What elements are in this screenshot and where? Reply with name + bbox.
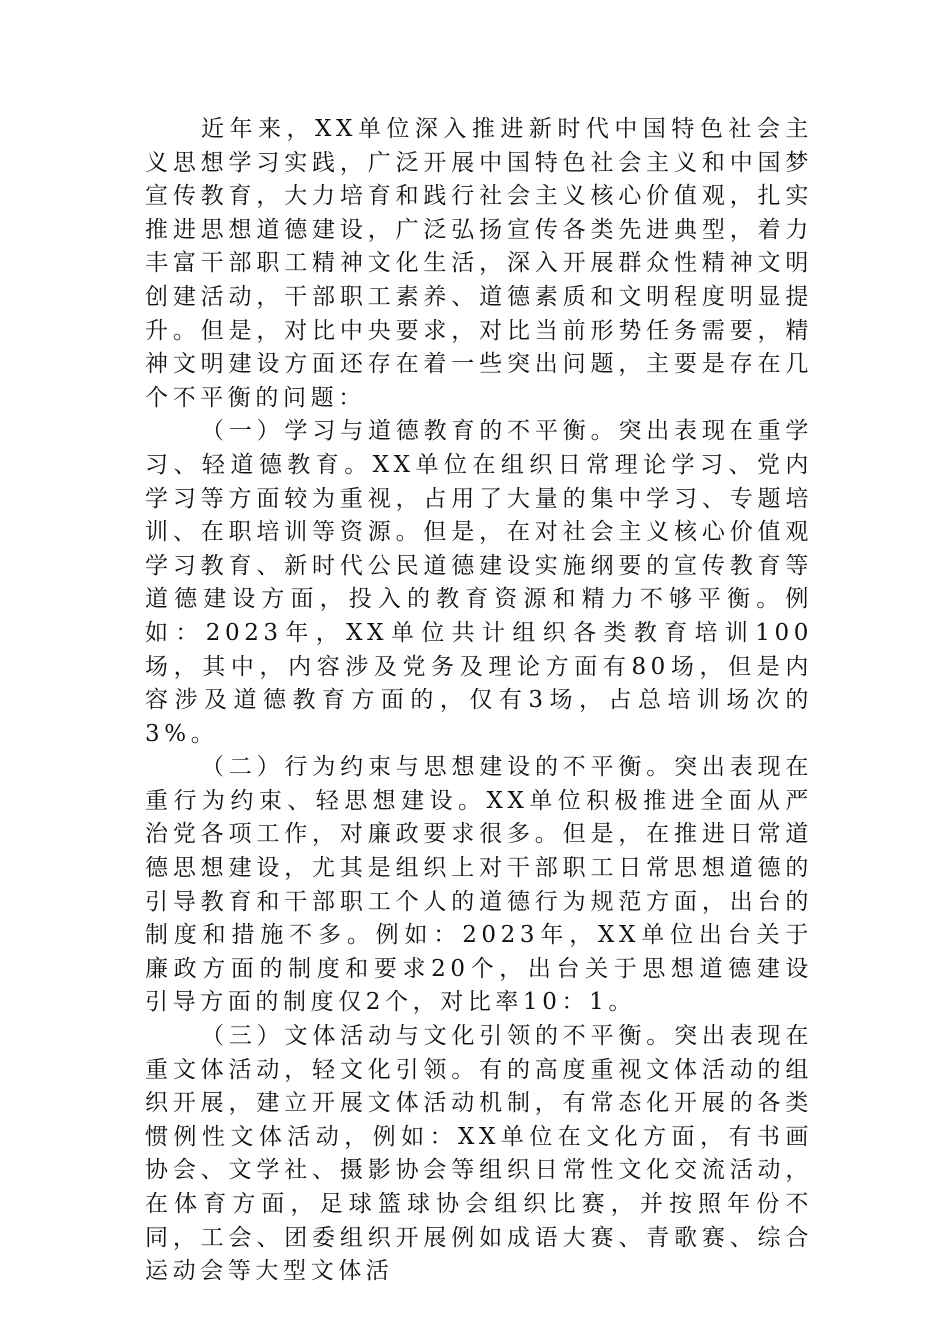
section-2-heading: （二）行为约束与思想建设的不平衡。 bbox=[201, 754, 675, 781]
section-3-heading: （三）文体活动与文化引领的不平衡。 bbox=[201, 1023, 675, 1050]
paragraph-text: 突出表现在重文体活动，轻文化引领。有的高度重视文体活动的组织开展，建立开展文体活动机制，有常态化开展的各类惯例性文体活动，例如：XX单位在文化方面，有书画协会、文学社、摄影协会等组织日常性文化交流活动，在体育方面，足球篮球协会组织比赛，并按照年份不同，工会、团委组织开展例如成语大赛、青歌赛、综合运动会等大型文体活 bbox=[145, 1023, 814, 1285]
paragraph-text: 突出表现在重学习、轻道德教育。XX单位在组织日常理论学习、党内学习等方面较为重视，占用了大量的集中学习、专题培训、在职培训等资源。但是，在对社会主义核心价值观学习教育、新时代公民道德建设实施纲要的宣传教育等道德建设方面，投入的教育资源和精力不够平衡。例如：2023年，XX单位共计组织各类教育培训100场，其中，内容涉及党务及理论方面有80场，但是内容涉及道德教育方面的，仅有3场，占总培训场次的3%。 bbox=[145, 418, 814, 747]
section-1-paragraph bbox=[145, 415, 813, 751]
intro-paragraph bbox=[145, 113, 813, 415]
document-page bbox=[145, 113, 813, 1289]
section-2-paragraph bbox=[145, 751, 813, 1020]
section-3-paragraph bbox=[145, 1020, 813, 1289]
section-1-heading: （一）学习与道德教育的不平衡。 bbox=[201, 418, 619, 445]
paragraph-text: 突出表现在重行为约束、轻思想建设。XX单位积极推进全面从严治党各项工作，对廉政要求很多。但是，在推进日常道德思想建设，尤其是组织上对干部职工日常思想道德的引导教育和干部职工个人的道德行为规范方面，出台的制度和措施不多。例如：2023年，XX单位出台关于廉政方面的制度和要求20个，出台关于思想道德建设引导方面的制度仅2个，对比率10：1。 bbox=[145, 754, 814, 1016]
paragraph-text: 近年来，XX单位深入推进新时代中国特色社会主义思想学习实践，广泛开展中国特色社会主义和中国梦宣传教育，大力培育和践行社会主义核心价值观，扎实推进思想道德建设，广泛弘扬宣传各类先进典型，着力丰富干部职工精神文化生活，深入开展群众性精神文明创建活动，干部职工素养、道德素质和文明程度明显提升。但是，对比中央要求，对比当前形势任务需要，精神文明建设方面还存在着一些突出问题，主要是存在几个不平衡的问题： bbox=[145, 116, 813, 411]
